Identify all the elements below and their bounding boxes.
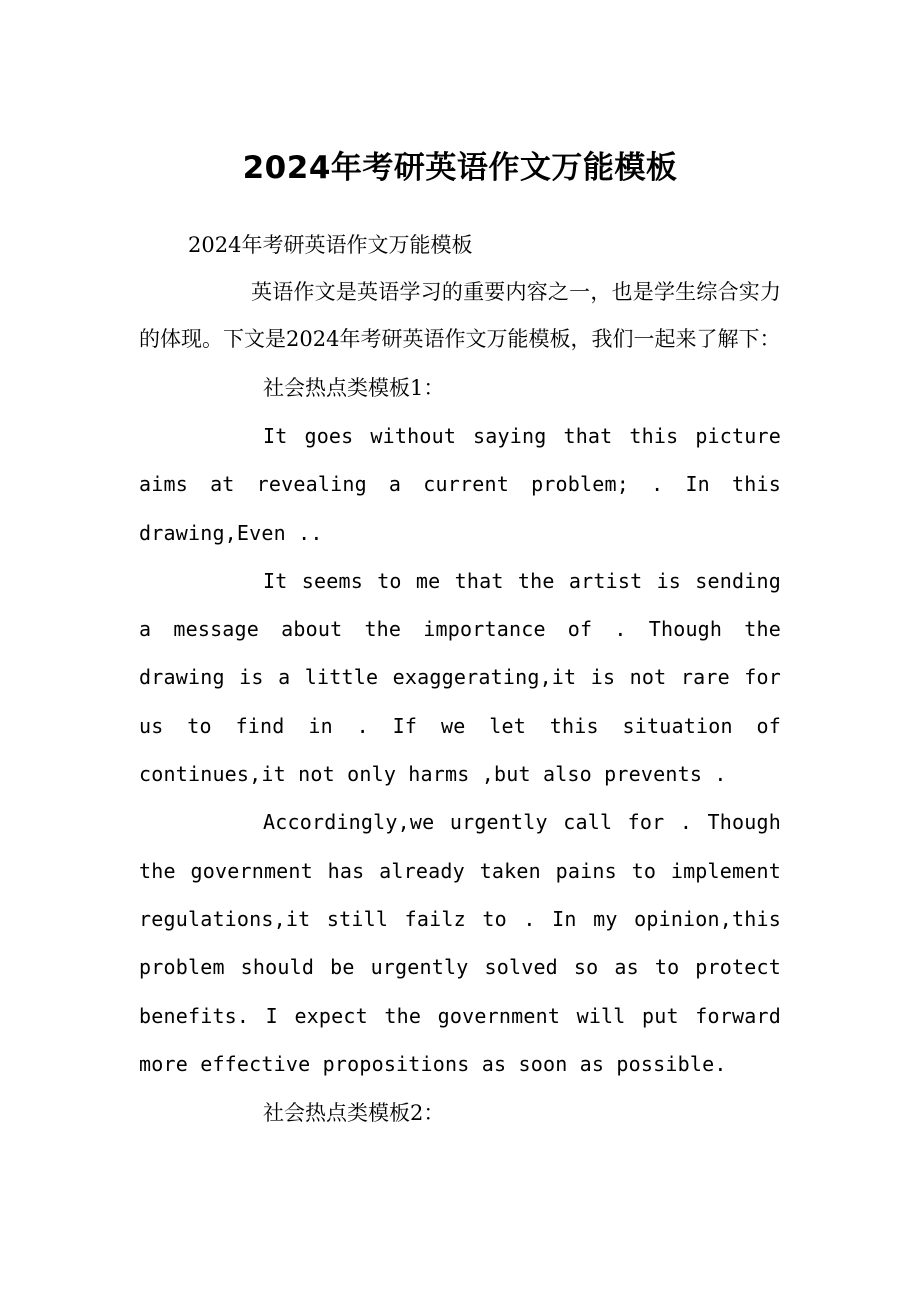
- section-heading-2: 社会热点类模板2：: [263, 1101, 445, 1126]
- document-body: [139, 222, 781, 1137]
- intro-paragraph: 英语作文是英语学习的重要内容之一，也是学生综合实力的体现。下文是2024年考研英语作文万能模板，我们一起来了解下：: [139, 280, 781, 351]
- section-heading-1: 社会热点类模板1：: [263, 376, 445, 400]
- template-paragraph-1: It goes without saying that this picture aims at revealing a current problem; . In this drawing,Even ..: [139, 424, 781, 545]
- document-subtitle: 2024年考研英语作文万能模板: [188, 233, 473, 257]
- document-title: 2024年考研英语作文万能模板: [242, 150, 678, 186]
- template-paragraph-3: Accordingly,we urgently call for . Though the government has already taken pains to implement regulations,it still failz to . In my opinion,this problem should be urgently solved so as to protect benefits. I expect the government will put forward more effective propositions as soon as possible.: [139, 810, 781, 1076]
- template-paragraph-2: It seems to me that the artist is sending a message about the importance of . Though the drawing is a little exaggerating,it is not rare for us to find in . If we let this situation of continues,it not only harms ,but also prevents .: [139, 568, 781, 787]
